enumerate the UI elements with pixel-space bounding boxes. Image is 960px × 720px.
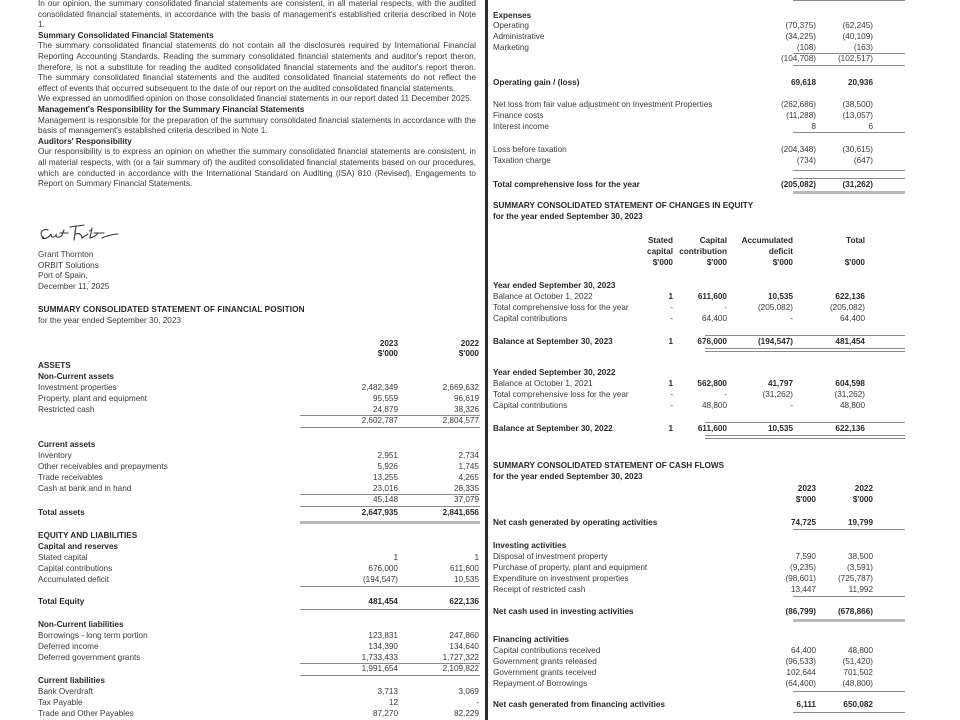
- value-2023: 481,454: [368, 597, 398, 606]
- row-label: Balance at October 1, 2021: [493, 379, 593, 388]
- equity-cell: (194,547): [757, 337, 793, 346]
- signer-org: ORBIT Solutions: [38, 260, 99, 270]
- current-asset-row: [38, 484, 478, 495]
- current-asset-row: [38, 473, 478, 484]
- equity-cell: -: [670, 314, 673, 323]
- value-2022: 96,619: [453, 394, 479, 403]
- value-2022: 622,136: [449, 597, 479, 606]
- equity-closing-row: [493, 337, 913, 348]
- row-label: Interest income: [493, 122, 549, 131]
- expenses-heading: Expenses: [493, 11, 532, 20]
- non-current-liabilities-heading: Non-Current liabilities: [38, 620, 124, 629]
- value-2022: 38,326: [453, 405, 479, 414]
- financing-heading: Financing activities: [493, 635, 569, 644]
- investing-total-row: [493, 607, 913, 618]
- value-2022: 1,727,322: [442, 653, 479, 662]
- subtotal-rule: [793, 178, 905, 179]
- row-label: Administrative: [493, 32, 545, 41]
- equity-cell: (31,262): [762, 390, 793, 399]
- value-2022: 4,265: [458, 473, 479, 482]
- equity-cell: 676,000: [697, 337, 727, 346]
- value-2023: 64,400: [790, 646, 816, 655]
- row-label: Finance costs: [493, 111, 544, 120]
- financing-row: [493, 646, 913, 657]
- value-2023: (194,547): [362, 575, 398, 584]
- expense-row: [493, 43, 913, 54]
- equity-cell: -: [670, 303, 673, 312]
- row-label: Tax Payable: [38, 698, 83, 707]
- value-2023: 2,647,935: [361, 508, 398, 517]
- value-2022: 134,640: [449, 642, 479, 651]
- subtotal-rule: [793, 132, 905, 133]
- value-2022: (102,517): [837, 54, 873, 63]
- equity-cell: -: [724, 303, 727, 312]
- equity-liabilities-heading: EQUITY AND LIABILITIES: [38, 531, 138, 540]
- current-assets-heading: Current assets: [38, 440, 96, 449]
- row-label: Net loss from fair value adjustment on Investment Properties: [493, 100, 713, 109]
- capital-reserves-heading: Capital and reserves: [38, 542, 119, 551]
- row-label: Taxation charge: [493, 156, 551, 165]
- equity-row: [493, 379, 913, 390]
- value-2023: (104,708): [780, 54, 816, 63]
- row-label: Capital contributions: [493, 314, 568, 323]
- investing-row: [493, 563, 913, 574]
- signer-place: Port of Spain,: [38, 271, 88, 281]
- value-2023: 2,482,349: [361, 383, 398, 392]
- auditors-heading: Auditors' Responsibility: [38, 136, 132, 146]
- row-label: Purchase of property, plant and equipment: [493, 563, 648, 572]
- value-2022: 11,992: [848, 585, 873, 594]
- value-2022: 2,669,632: [442, 383, 479, 392]
- non-current-total-row: [38, 416, 478, 427]
- value-2023: 74,725: [790, 518, 816, 527]
- row-label: Property, plant and equipment: [38, 394, 148, 403]
- equity-closing-row: [493, 424, 913, 435]
- row-label: Operating: [493, 21, 529, 30]
- operating-cash-row: [493, 518, 913, 529]
- equity-col-header: Stated: [647, 236, 673, 245]
- value-2022: 3,069: [458, 687, 479, 696]
- value-2023: 13,255: [372, 473, 398, 482]
- value-2023: 7,590: [795, 552, 816, 561]
- value-2022: (62,245): [842, 21, 873, 30]
- equity-col-header: capital: [647, 247, 673, 256]
- total-assets-row: [38, 508, 478, 519]
- value-2022: 20,936: [847, 78, 873, 87]
- row-label: Capital contributions received: [493, 646, 601, 655]
- non-current-asset-row: [38, 405, 478, 416]
- row-label: Balance at September 30, 2023: [493, 337, 613, 346]
- value-2022: (13,057): [842, 111, 873, 120]
- value-2022: 2,841,656: [442, 508, 479, 517]
- row-label: Borrowings - long term portion: [38, 631, 148, 640]
- row-label: Total Equity: [38, 597, 85, 606]
- row-label: Capital contributions: [38, 564, 113, 573]
- changes-in-equity-subtitle: for the year ended September 30, 2023: [493, 212, 643, 221]
- equity-cell: 10,535: [767, 292, 793, 301]
- equity-row: [493, 314, 913, 325]
- value-2022: (725,787): [837, 574, 873, 583]
- equity-block-heading: Year ended September 30, 2023: [493, 281, 616, 290]
- summary-heading: Summary Consolidated Financial Statements: [38, 30, 214, 40]
- subtotal-rule: [300, 675, 480, 676]
- equity-cell: 1: [668, 424, 673, 433]
- equity-cell: 481,454: [835, 337, 865, 346]
- current-liabilities-heading: Current liabilities: [38, 676, 105, 685]
- subtotal-rule: [793, 170, 905, 171]
- changes-in-equity-title: SUMMARY CONSOLIDATED STATEMENT OF CHANGES IN EQUITY: [493, 201, 754, 210]
- equity-col-header: deficit: [768, 247, 793, 256]
- row-label: Net cash used in investing activities: [493, 607, 634, 616]
- value-2022: (30,615): [842, 145, 873, 154]
- equity-row: [493, 292, 913, 303]
- equity-cell: 611,600: [697, 424, 727, 433]
- value-2023: 1: [393, 553, 398, 562]
- value-2023: 12: [388, 698, 398, 707]
- opinion-paragraph: In our opinion, the summary consolidated financial statements are consistent, in all material respects, with the audited consolidated financial statements, in accordance with the basis of management's established criteria described in Note 1.: [38, 0, 476, 30]
- value-2022: (647): [853, 156, 873, 165]
- total-equity-row: [38, 597, 478, 608]
- investing-heading: Investing activities: [493, 541, 567, 550]
- value-2023: (205,082): [780, 180, 816, 189]
- subtotal-rule: [300, 427, 480, 428]
- row-label: Capital contributions: [493, 401, 568, 410]
- value-2023: 13,447: [790, 585, 816, 594]
- investing-row: [493, 552, 913, 563]
- col-unit-2023: $'000: [377, 349, 398, 358]
- value-2023: 23,016: [372, 484, 398, 493]
- equity-col-header: contribution: [679, 247, 727, 256]
- value-2023: (98,601): [785, 574, 816, 583]
- row-label: Stated capital: [38, 553, 88, 562]
- cf-col-unit-2022: $'000: [852, 495, 873, 504]
- value-2022: 37,079: [453, 495, 479, 504]
- value-2022: 48,800: [847, 646, 873, 655]
- summary-paragraph: The summary consolidated financial statements do not contain all the disclosures required by International Financial Reporting Accounting Standards. Reading the summary consolidated financial statements and auditor's report theron, therefore, is not a substitute for reading the audited consolidated financial statements and the auditor's report theron. The summary consolidated financial statements and the audited consolidated financial statements do not reflect the effect of events that occurred subsequent to the date of our report on the audited consolidated financial statements.: [38, 41, 476, 93]
- value-2023: 123,831: [368, 631, 398, 640]
- equity-cell: 1: [668, 292, 673, 301]
- value-2022: 19,799: [847, 518, 873, 527]
- row-label: Loss before taxation: [493, 145, 567, 154]
- financing-total-row: [493, 700, 913, 711]
- row-label: Marketing: [493, 43, 529, 52]
- expense-row: [493, 21, 913, 32]
- total-rule: [705, 348, 905, 352]
- value-2022: (51,420): [842, 657, 873, 666]
- value-2022: (48,800): [842, 679, 873, 688]
- row-label: Accumulated deficit: [38, 575, 109, 584]
- capital-row: [38, 553, 478, 564]
- subtotal-rule: [300, 609, 480, 610]
- row-label: Disposal of investment property: [493, 552, 608, 561]
- row-label: Total comprehensive loss for the year: [493, 180, 640, 189]
- operating-gain-row: [493, 78, 913, 89]
- unmodified-opinion-paragraph: We expressed an unmodified opinion on those consolidated financial statements in our report dated 11 December 2025.: [38, 94, 472, 104]
- financing-row: [493, 679, 913, 690]
- cf-col-header-2022: 2022: [854, 484, 873, 493]
- equity-row: [493, 390, 913, 401]
- subtotal-rule: [300, 586, 480, 587]
- equity-col-header: Capital: [699, 236, 727, 245]
- row-label: Net cash generated by operating activities: [493, 518, 658, 527]
- value-2022: 701,502: [843, 668, 873, 677]
- auditors-paragraph: Our responsibility is to express an opinion on whether the summary consolidated financial statements are consistent, in all material respects, with (or a fair summary of) the audited consolidated financial statements based on our procedures, which are conducted in accordance with the International Standard on Auditing (ISA) 810 (Revised), Engagements to Report on Summary Financial Statements.: [38, 147, 476, 189]
- non-current-liability-row: [38, 631, 478, 642]
- financing-row: [493, 657, 913, 668]
- non-current-assets-heading: Non-Current assets: [38, 372, 114, 381]
- value-2022: -: [476, 698, 479, 707]
- value-2022: 2,734: [458, 451, 479, 460]
- value-2023: 45,148: [372, 495, 398, 504]
- top-rule: [793, 0, 905, 1]
- financing-row: [493, 668, 913, 679]
- equity-cell: (205,082): [829, 303, 865, 312]
- row-label: Receipt of restricted cash: [493, 585, 586, 594]
- signer-name: Grant Thornton: [38, 250, 94, 259]
- row-label: Balance at September 30, 2022: [493, 424, 613, 433]
- value-2023: 6,111: [796, 700, 816, 709]
- equity-row: [493, 401, 913, 412]
- management-paragraph: Management is responsible for the preparation of the summary consolidated financial statements in accordance with the basis of management's established criteria described in Note 1.: [38, 115, 476, 136]
- equity-cell: 64,400: [839, 314, 865, 323]
- row-label: Trade and Other Payables: [38, 709, 134, 718]
- right-column: [493, 0, 913, 720]
- subtotal-rule: [793, 691, 905, 692]
- other-income-row: [493, 111, 913, 122]
- value-2022: 1: [474, 553, 479, 562]
- capital-row: [38, 575, 478, 586]
- equity-cell: 622,136: [835, 424, 865, 433]
- value-2023: (96,533): [785, 657, 816, 666]
- value-2023: (262,686): [780, 100, 816, 109]
- value-2023: 87,270: [372, 709, 398, 718]
- current-asset-row: [38, 451, 478, 462]
- non-current-liability-row: [38, 653, 478, 664]
- row-label: Deferred income: [38, 642, 99, 651]
- equity-col-header: $'000: [772, 258, 793, 267]
- capital-row: [38, 564, 478, 575]
- current-liability-row: [38, 698, 478, 709]
- value-2023: (86,799): [785, 607, 816, 616]
- total-comprehensive-loss-row: [493, 180, 913, 191]
- row-label: Repayment of Borrowings: [493, 679, 588, 688]
- col-unit-2022: $'000: [458, 349, 479, 358]
- value-2022: (163): [853, 43, 873, 52]
- equity-cell: 622,136: [835, 292, 865, 301]
- value-2022: 28,335: [453, 484, 479, 493]
- value-2023: (108): [796, 43, 816, 52]
- equity-cell: 604,598: [835, 379, 865, 388]
- cf-col-unit-2023: $'000: [795, 495, 816, 504]
- current-liability-row: [38, 687, 478, 698]
- subtotal-rule: [705, 422, 905, 423]
- financial-position-table: [38, 0, 478, 720]
- row-label: Cash at bank and in hand: [38, 484, 132, 493]
- value-2022: (31,262): [842, 180, 873, 189]
- equity-cell: 1: [668, 337, 673, 346]
- value-2022: (40,109): [842, 32, 873, 41]
- total-rule: [300, 521, 480, 524]
- value-2023: (734): [796, 156, 816, 165]
- row-label: Government grants received: [493, 668, 597, 677]
- value-2023: (9,235): [790, 563, 816, 572]
- value-2023: 95,559: [372, 394, 398, 403]
- col-header-2023: 2023: [379, 339, 398, 348]
- financial-position-title: SUMMARY CONSOLIDATED STATEMENT OF FINANCIAL POSITION: [38, 305, 305, 314]
- row-label: Expenditure on investment properties: [493, 574, 629, 583]
- value-2022: 611,600: [450, 564, 479, 573]
- current-asset-row: [38, 462, 478, 473]
- subtotal-rule: [793, 712, 905, 713]
- row-label: Trade receivables: [38, 473, 103, 482]
- value-2023: 24,879: [372, 405, 398, 414]
- equity-cell: -: [790, 401, 793, 410]
- equity-cell: -: [790, 314, 793, 323]
- row-label: Balance at October 1, 2022: [493, 292, 593, 301]
- equity-cell: 48,800: [701, 401, 727, 410]
- row-label: Deferred government grants: [38, 653, 141, 662]
- value-2022: 82,229: [453, 709, 479, 718]
- total-rule: [793, 191, 905, 194]
- subtotal-rule: [300, 506, 480, 507]
- row-label: Restricted cash: [38, 405, 95, 414]
- non-current-asset-row: [38, 383, 478, 394]
- value-2023: 3,713: [377, 687, 398, 696]
- value-2023: (64,400): [785, 679, 816, 688]
- value-2022: 2,109,822: [442, 664, 479, 673]
- value-2023: 5,926: [377, 462, 398, 471]
- other-income-row: [493, 100, 913, 111]
- total-rule: [705, 435, 905, 439]
- investing-row: [493, 574, 913, 585]
- expenses-total-row: [493, 54, 913, 65]
- row-label: Total comprehensive loss for the year: [493, 390, 629, 399]
- value-2022: 1,745: [458, 462, 479, 471]
- expense-row: [493, 32, 913, 43]
- row-label: Bank Overdraft: [38, 687, 94, 696]
- value-2022: 650,082: [843, 700, 873, 709]
- equity-col-header: $'000: [844, 258, 865, 267]
- taxation-row: [493, 156, 913, 167]
- management-heading: Management's Responsibility for the Summary Financial Statements: [38, 104, 305, 114]
- equity-row: [493, 303, 913, 314]
- value-2022: 247,860: [449, 631, 479, 640]
- value-2023: 2,602,787: [361, 416, 398, 425]
- row-label: Other receivables and prepayments: [38, 462, 168, 471]
- value-2023: (204,348): [780, 145, 816, 154]
- equity-cell: 562,800: [697, 379, 727, 388]
- cash-flows-title: SUMMARY CONSOLIDATED STATEMENT OF CASH FLOWS: [493, 461, 725, 470]
- equity-col-header: [785, 247, 865, 258]
- equity-cell: 1: [668, 379, 673, 388]
- equity-cell: 10,535: [767, 424, 793, 433]
- subtotal-rule: [793, 596, 905, 597]
- row-label: Inventory: [38, 451, 72, 460]
- equity-block-heading: Year ended September 30, 2022: [493, 368, 616, 377]
- value-2023: 8: [811, 122, 816, 131]
- non-current-liability-row: [38, 642, 478, 653]
- other-income-row: [493, 122, 913, 133]
- equity-cell: -: [724, 390, 727, 399]
- row-label: Investment properties: [38, 383, 117, 392]
- value-2023: 134,390: [368, 642, 398, 651]
- current-total-row: [38, 495, 478, 506]
- equity-cell: 41,797: [767, 379, 793, 388]
- row-label: Government grants released: [493, 657, 597, 666]
- equity-cell: (205,082): [757, 303, 793, 312]
- equity-cell: -: [670, 401, 673, 410]
- value-2022: 10,535: [453, 575, 479, 584]
- assets-heading: ASSETS: [38, 361, 71, 370]
- cf-col-header-2023: 2023: [797, 484, 816, 493]
- signer-date: December 11, 2025: [38, 281, 110, 291]
- investing-row: [493, 585, 913, 596]
- cash-flows-subtitle: for the year ended September 30, 2023: [493, 472, 643, 481]
- equity-cell: 64,400: [701, 314, 727, 323]
- equity-col-header: Accumulated: [741, 236, 793, 245]
- value-2022: 38,500: [847, 552, 873, 561]
- equity-col-header: $'000: [706, 258, 727, 267]
- value-2023: 1,733,433: [361, 653, 398, 662]
- equity-cell: -: [670, 390, 673, 399]
- value-2023: 69,618: [790, 78, 816, 87]
- financial-position-subtitle: for the year ended September 30, 2023: [38, 315, 181, 325]
- non-current-asset-row: [38, 394, 478, 405]
- row-label: Net cash generated from financing activities: [493, 700, 665, 709]
- col-header-2022: 2022: [460, 339, 479, 348]
- row-label: Total comprehensive loss for the year: [493, 303, 629, 312]
- value-2022: (38,500): [842, 100, 873, 109]
- loss-before-tax-row: [493, 145, 913, 156]
- value-2022: 6: [868, 122, 873, 131]
- current-liability-row: [38, 709, 478, 720]
- subtotal-rule: [705, 335, 905, 336]
- total-rule: [793, 619, 905, 622]
- equity-col-header: $'000: [652, 258, 673, 267]
- value-2022: (678,866): [837, 607, 873, 616]
- value-2023: (70,375): [785, 21, 816, 30]
- equity-col-header: Total: [846, 236, 865, 245]
- non-current-liabilities-total-row: [38, 664, 478, 675]
- subtotal-rule: [793, 65, 905, 66]
- column-divider: [485, 0, 488, 720]
- equity-cell: 48,800: [839, 401, 865, 410]
- value-2022: 2,804,577: [442, 416, 479, 425]
- value-2022: (3,591): [847, 563, 873, 572]
- value-2023: 2,951: [377, 451, 398, 460]
- subtotal-rule: [793, 529, 905, 530]
- equity-cell: (31,262): [834, 390, 865, 399]
- value-2023: 676,000: [368, 564, 398, 573]
- value-2023: 102,644: [786, 668, 816, 677]
- row-label: Operating gain / (loss): [493, 78, 580, 87]
- equity-cell: 611,600: [697, 292, 727, 301]
- value-2023: (34,225): [785, 32, 816, 41]
- value-2023: 1,991,654: [361, 664, 398, 673]
- row-label: Total assets: [38, 508, 85, 517]
- value-2023: (11,288): [786, 111, 816, 120]
